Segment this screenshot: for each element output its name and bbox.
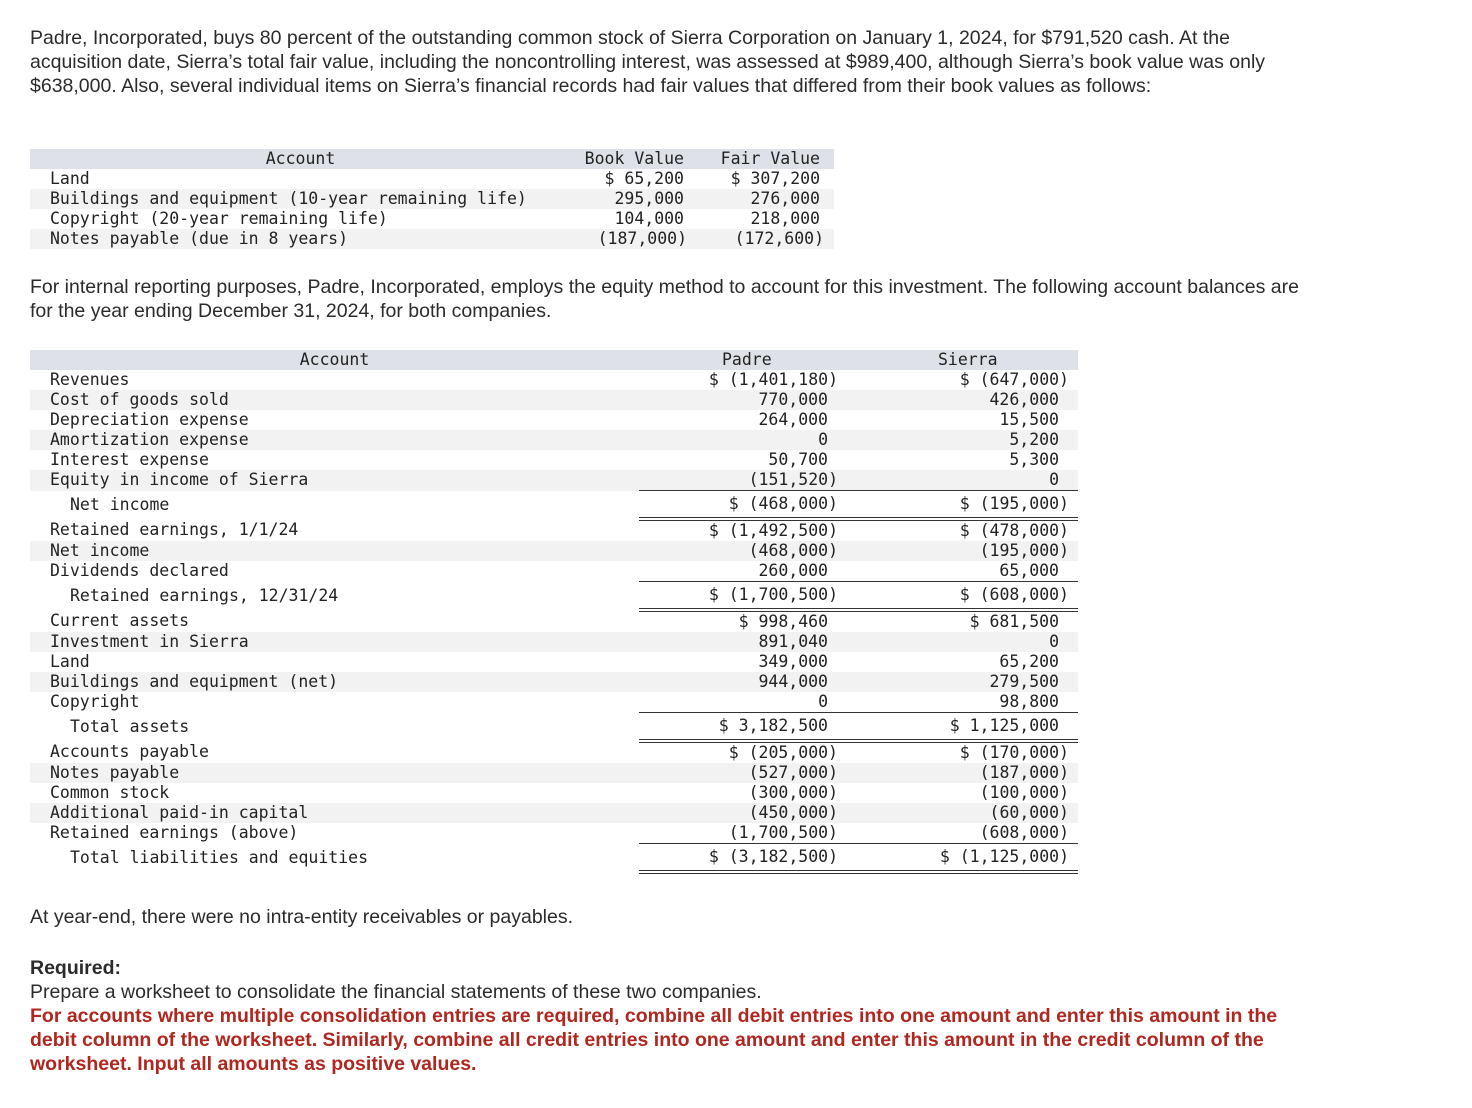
account-cell: Additional paid-in capital	[30, 803, 639, 823]
fair-value-cell: 218,000	[750, 209, 820, 228]
sierra-cell: 426,000	[850, 390, 1078, 410]
account-cell: Buildings and equipment (10-year remaining life)	[30, 189, 571, 209]
sierra-total-cell: $ (1,125,000)	[850, 844, 1078, 873]
fair-value-header: Fair Value	[687, 149, 834, 169]
account-cell: Revenues	[50, 370, 130, 389]
padre-cell: 264,000	[758, 410, 828, 429]
padre-cell: 770,000	[639, 390, 850, 410]
table-row	[30, 169, 834, 189]
table-row	[30, 692, 1078, 713]
table-row	[30, 189, 834, 209]
account-cell: Accounts payable	[50, 742, 209, 761]
sierra-cell: $ (647,000)	[959, 370, 1069, 389]
net-income-total-row	[30, 491, 1078, 520]
account-cell: Notes payable (due in 8 years)	[30, 229, 571, 249]
account-cell: Retained earnings, 1/1/24	[50, 520, 299, 539]
book-value-cell: (187,000)	[571, 229, 687, 249]
padre-cell: 0	[818, 692, 828, 711]
table-row	[30, 783, 1078, 803]
account-cell: Net income	[30, 541, 639, 561]
fair-value-cell: (172,600)	[687, 229, 834, 249]
table-row	[30, 561, 1078, 582]
fair-value-cell: 276,000	[687, 189, 834, 209]
account-header: Account	[30, 350, 639, 370]
padre-cell: 944,000	[639, 672, 850, 692]
sierra-total-cell: $ (195,000)	[850, 491, 1078, 520]
padre-total-cell: $ (1,700,500)	[639, 582, 850, 611]
sierra-cell: (60,000)	[850, 803, 1078, 823]
table-row	[30, 470, 1078, 491]
sierra-cell: $ (170,000)	[850, 741, 1078, 763]
table-row	[30, 541, 1078, 561]
padre-total-cell: $ (3,182,500)	[639, 844, 850, 873]
account-cell: Equity in income of Sierra	[30, 470, 639, 491]
account-cell: Land	[50, 652, 90, 671]
account-cell: Amortization expense	[30, 430, 639, 450]
sierra-cell: 98,800	[999, 692, 1059, 711]
sierra-cell: (187,000)	[850, 763, 1078, 783]
table-row	[30, 632, 1078, 652]
account-cell: Total assets	[70, 716, 190, 736]
fair-value-table	[30, 149, 834, 249]
table-row	[30, 803, 1078, 823]
required-section	[30, 956, 1280, 1076]
padre-header: Padre	[639, 350, 850, 370]
account-cell: Retained earnings, 12/31/24	[70, 585, 339, 605]
account-cell: Dividends declared	[50, 561, 229, 581]
padre-cell: 891,040	[639, 632, 850, 652]
table-row	[30, 610, 1078, 632]
book-value-cell: $ 65,200	[604, 169, 684, 188]
sierra-cell: (608,000)	[979, 823, 1069, 842]
padre-cell: (300,000)	[748, 783, 838, 802]
padre-cell: (450,000)	[639, 803, 850, 823]
table-row	[30, 209, 834, 229]
padre-cell: $ (205,000)	[639, 741, 850, 763]
padre-cell: (527,000)	[639, 763, 850, 783]
padre-cell: $ (1,401,180)	[708, 370, 838, 389]
account-cell: Retained earnings (above)	[50, 823, 299, 843]
padre-total-cell: $ (468,000)	[639, 491, 850, 520]
intro-paragraph: Padre, Incorporated, buys 80 percent of the outstanding common stock of Sierra Corporation on January 1, 2024, for $791,520 cash. At the acquisition date, Sierra’s total fair value, including the noncontrolling interest, was assessed at $989,400, although Sierra’s book value was only $638,000. Also, several individual items on Sierra’s financial records had fair values that differed from their book values as follows:	[30, 27, 1266, 97]
table-header-row	[30, 350, 1078, 370]
account-cell: Common stock	[50, 783, 170, 802]
table-row	[30, 519, 1078, 541]
padre-total-cell: $ 3,182,500	[639, 713, 850, 742]
account-cell: Buildings and equipment (net)	[30, 672, 639, 692]
table-row	[30, 763, 1078, 783]
table-row	[30, 741, 1078, 763]
book-value-cell: 295,000	[571, 189, 687, 209]
sierra-cell: $ (478,000)	[850, 519, 1078, 541]
account-balances-table	[30, 350, 1078, 874]
table-row	[30, 430, 1078, 450]
sierra-cell: 279,500	[850, 672, 1078, 692]
account-header: Account	[30, 149, 571, 169]
total-assets-row	[30, 713, 1078, 742]
padre-cell: 0	[639, 430, 850, 450]
sierra-cell: 15,500	[999, 410, 1059, 429]
padre-cell: 260,000	[758, 561, 828, 580]
table-header-row	[30, 149, 834, 169]
padre-cell: 349,000	[758, 652, 828, 671]
internal-reporting-paragraph: For internal reporting purposes, Padre, Incorporated, employs the equity method to account for this investment. The following account balances are for the year ending December 31, 2024, for both companies.	[30, 276, 1299, 322]
padre-cell: $ (1,492,500)	[639, 519, 850, 541]
sierra-cell: 5,300	[1009, 450, 1059, 469]
sierra-total-cell: $ (608,000)	[850, 582, 1078, 611]
table-row	[30, 410, 1078, 430]
padre-cell: (151,520)	[639, 470, 850, 491]
book-value-header: Book Value	[571, 149, 687, 169]
sierra-cell: $ 681,500	[850, 610, 1078, 632]
account-cell: Total liabilities and equities	[70, 847, 369, 867]
account-cell: Copyright	[50, 692, 140, 712]
required-instructions: For accounts where multiple consolidation entries are required, combine all debit entries into one amount and enter this amount in the debit column of the worksheet. Similarly, combine all credit entries into one amount and enter this amount in the credit column of the worksheet. Input all amounts as positive values.	[30, 1005, 1278, 1075]
required-label: Required:	[30, 957, 122, 979]
sierra-cell: (195,000)	[850, 541, 1078, 561]
year-end-note: At year-end, there were no intra-entity receivables or payables.	[30, 906, 574, 928]
sierra-cell: 65,200	[999, 652, 1059, 671]
padre-cell: (1,700,500)	[728, 823, 838, 842]
total-liabilities-equities-row	[30, 844, 1078, 873]
sierra-cell: 65,000	[999, 561, 1059, 580]
sierra-total-cell: $ 1,125,000	[850, 713, 1078, 742]
table-row	[30, 823, 1078, 844]
sierra-header: Sierra	[850, 350, 1078, 370]
table-row	[30, 370, 1078, 390]
book-value-cell: 104,000	[614, 209, 684, 228]
retained-earnings-total-row	[30, 582, 1078, 611]
account-cell: Notes payable	[30, 763, 639, 783]
account-cell: Depreciation expense	[50, 410, 249, 429]
required-text: Prepare a worksheet to consolidate the financial statements of these two companies.	[30, 981, 762, 1003]
padre-cell: (468,000)	[639, 541, 850, 561]
padre-cell: 50,700	[768, 450, 828, 469]
table-row	[30, 652, 1078, 672]
account-cell: Land	[50, 169, 90, 188]
account-cell: Investment in Sierra	[30, 632, 639, 652]
sierra-cell: 5,200	[850, 430, 1078, 450]
sierra-cell: 0	[850, 632, 1078, 652]
account-cell: Net income	[70, 494, 170, 514]
table-row	[30, 672, 1078, 692]
padre-cell: $ 998,460	[639, 610, 850, 632]
account-cell: Cost of goods sold	[30, 390, 639, 410]
table-row	[30, 390, 1078, 410]
table-row	[30, 450, 1078, 470]
sierra-cell: 0	[850, 470, 1078, 491]
fair-value-cell: $ 307,200	[730, 169, 820, 188]
account-cell: Copyright (20-year remaining life)	[50, 209, 388, 228]
table-row	[30, 229, 834, 249]
account-cell: Interest expense	[50, 450, 209, 469]
account-cell: Current assets	[50, 611, 190, 630]
sierra-cell: (100,000)	[979, 783, 1069, 802]
